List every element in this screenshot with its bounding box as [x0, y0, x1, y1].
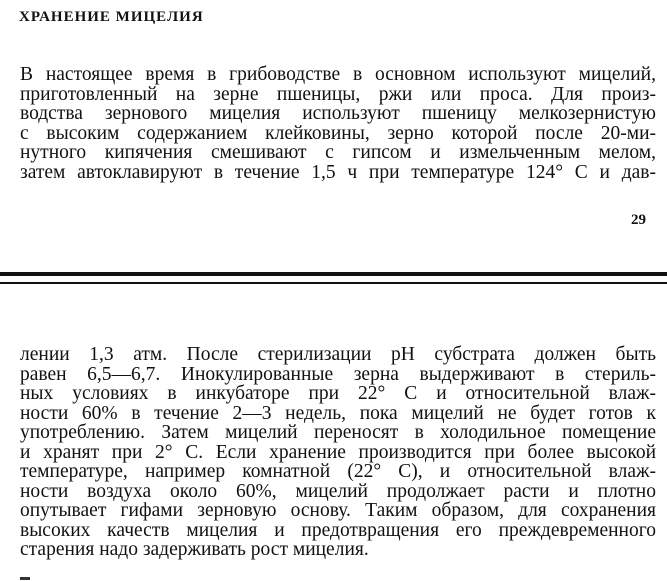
text-line: водства зернового мицелия используют пшеницу мелкозернистую	[20, 103, 656, 124]
text-line: приготовленный на зерне пшеницы, ржи или проса. Для произ-	[20, 83, 656, 105]
text-line: с высоким содержанием клейковины, зерно которой после 20-ми-	[20, 122, 656, 144]
text-line: ных условиях в инкубаторе при 22° С и относительной влаж-	[20, 383, 656, 404]
text-line: нутного кипячения смешивают с гипсом и измельченным мелом,	[20, 142, 656, 163]
text-line: и хранят при 2° С. Если хранение производится при более высокой	[20, 441, 656, 463]
text-line: высоких качеств мицелия и предотвращения его преждевременного	[20, 519, 656, 541]
text-line: употреблению. Затем мицелий переносят в холодильное помещение	[20, 422, 656, 443]
text-line: затем автоклавируют в течение 1,5 ч при температуре 124° С и дав-	[20, 161, 656, 183]
page-divider-thick	[0, 272, 667, 276]
text-line: В настоящее время в грибоводстве в основном используют мицелий,	[20, 64, 656, 85]
text-line: температуре, например комнатной (22° С), и относительной влаж-	[20, 461, 656, 482]
text-line: опутывает гифами зерновую основу. Таким образом, для сохранения	[20, 500, 656, 521]
text-line: старения надо задерживать рост мицелия.	[20, 539, 369, 560]
text-line: лении 1,3 атм. После стерилизации pH субстрата должен быть	[20, 344, 656, 365]
cut-off-text-fragment	[20, 575, 46, 581]
bottom-paragraph	[20, 345, 656, 560]
top-paragraph	[20, 65, 656, 182]
text-line: ности 60% в течение 2—3 недель, пока мицелий не будет готов к	[20, 402, 656, 424]
page-divider-thin	[0, 282, 667, 284]
text-line: равен 6,5—6,7. Инокулированные зерна выдерживают в стериль-	[20, 363, 656, 385]
text-line: ности воздуха около 60%, мицелий продолжает расти и плотно	[20, 480, 656, 502]
page-number: 29	[631, 212, 646, 228]
section-heading: ХРАНЕНИЕ МИЦЕЛИЯ	[19, 9, 204, 25]
